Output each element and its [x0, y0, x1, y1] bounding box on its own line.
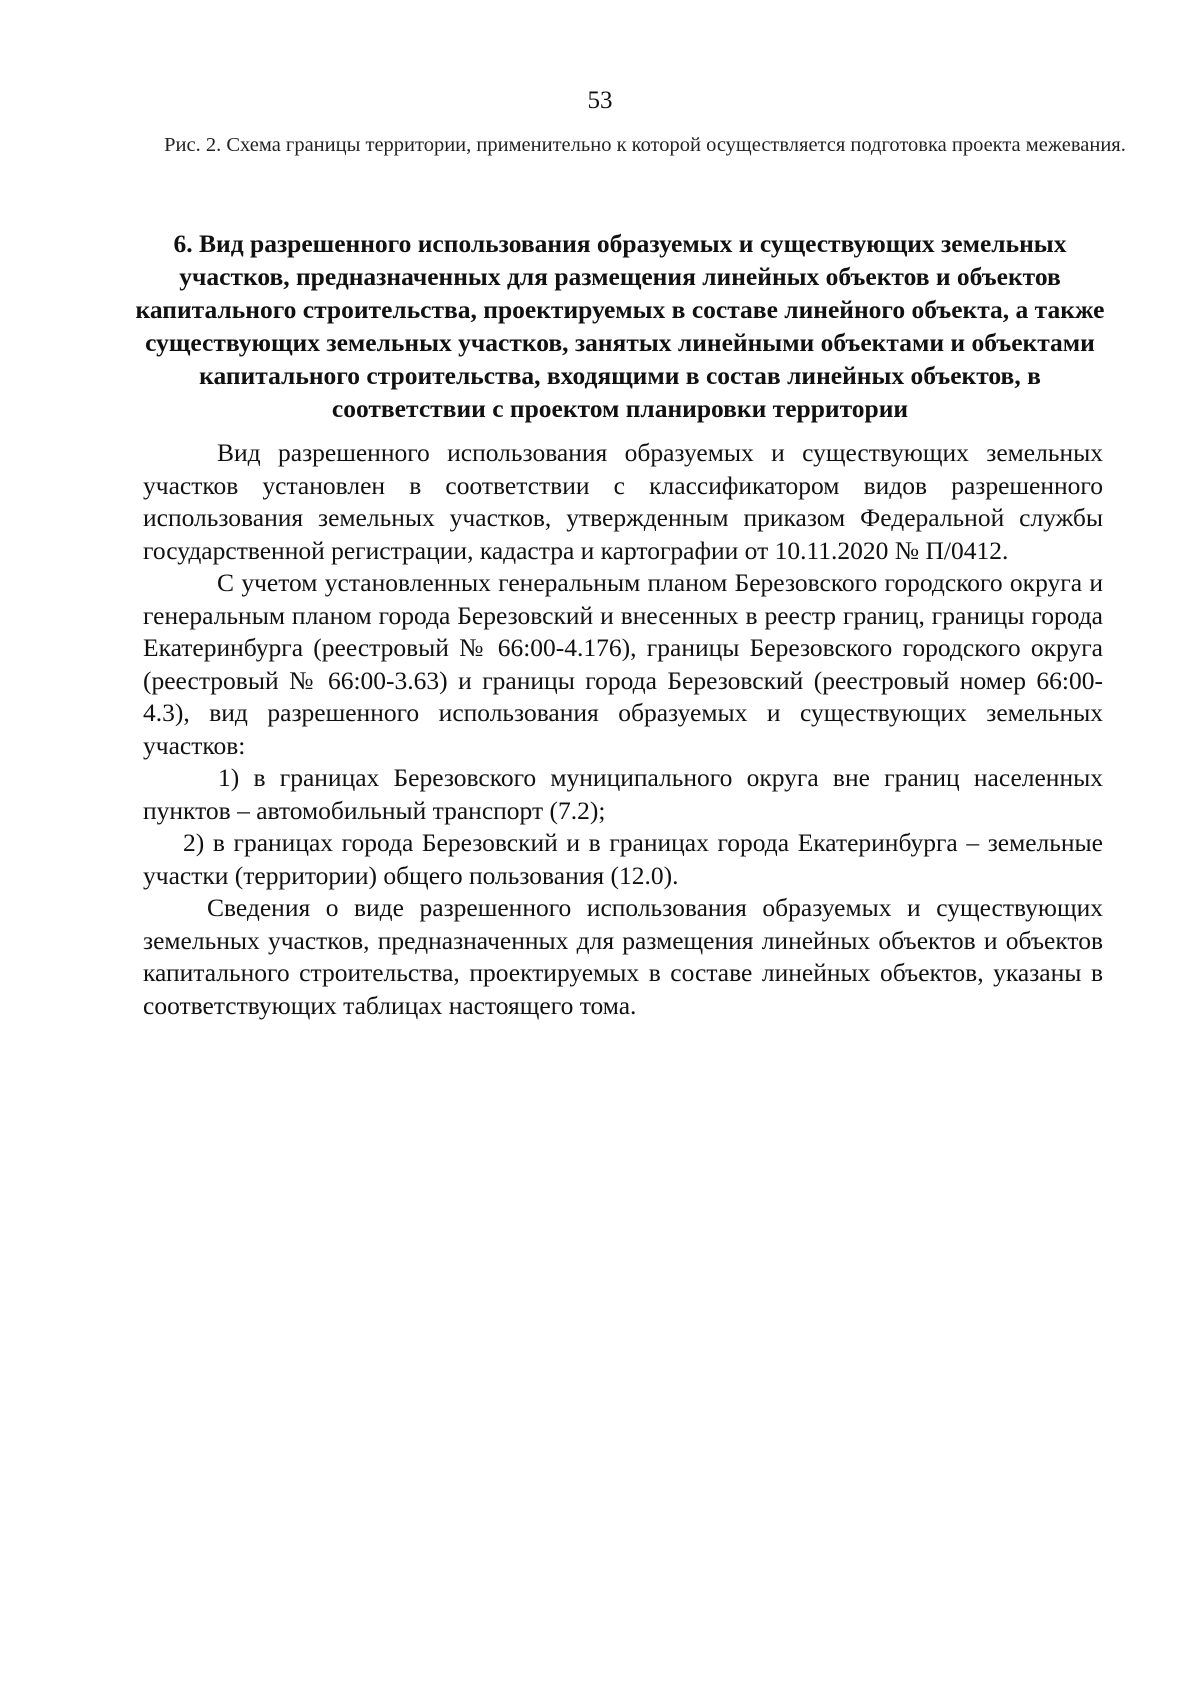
list-item-1: 1) в границах Березовского муниципального округа вне границ населенных пунктов – автомобильный транспорт (7.2); — [143, 763, 1103, 825]
paragraph-permitted-use: Вид разрешенного использования образуемых и существующих земельных участков установлен в соответствии с классификатором видов разрешенного использования земельных участков, утвержденным приказом Федеральной службы государственной регистрации, кадастра и картографии от 10.11.2020 № П/0412. — [143, 438, 1103, 565]
figure-caption: Рис. 2. Схема границы территории, применительно к которой осуществляется подготовка проекта межевания. — [164, 134, 1126, 156]
paragraph-info: Сведения о виде разрешенного использования образуемых и существующих земельных участков, предназначенных для размещения линейных объектов и объектов капитального строительства, проектируемых в составе линейных объектов, указаны в соответствующих таблицах настоящего тома. — [143, 893, 1103, 1020]
paragraph-boundaries: С учетом установленных генеральным планом Березовского городского округа и генеральным планом города Березовский и внесенных в реестр границ, границы города Екатеринбурга (реестровый № 66:00-4.176), границы Березовского городского округа (реестровый № 66:00-3.63) и границы города Березовский (реестровый номер 66:00-4.3), вид разрешенного использования образуемых и существующих земельных участков: — [143, 568, 1103, 760]
section-heading: 6. Вид разрешенного использования образуемых и существующих земельных участков, предназначенных для размещения линейных объектов и объектов капитального строительства, проектируемых в составе линейного объекта, а также существующих земельных участков, занятых линейными объектами и объектами капитального строительства, входящими в состав линейных объектов, в соответствии с проектом планировки территории — [135, 229, 1105, 423]
body-text — [143, 437, 1103, 1022]
list-item-2: 2) в границах города Березовский и в границах города Екатеринбурга – земельные участки (территории) общего пользования (12.0). — [143, 828, 1103, 890]
page-number: 53 — [587, 87, 613, 114]
